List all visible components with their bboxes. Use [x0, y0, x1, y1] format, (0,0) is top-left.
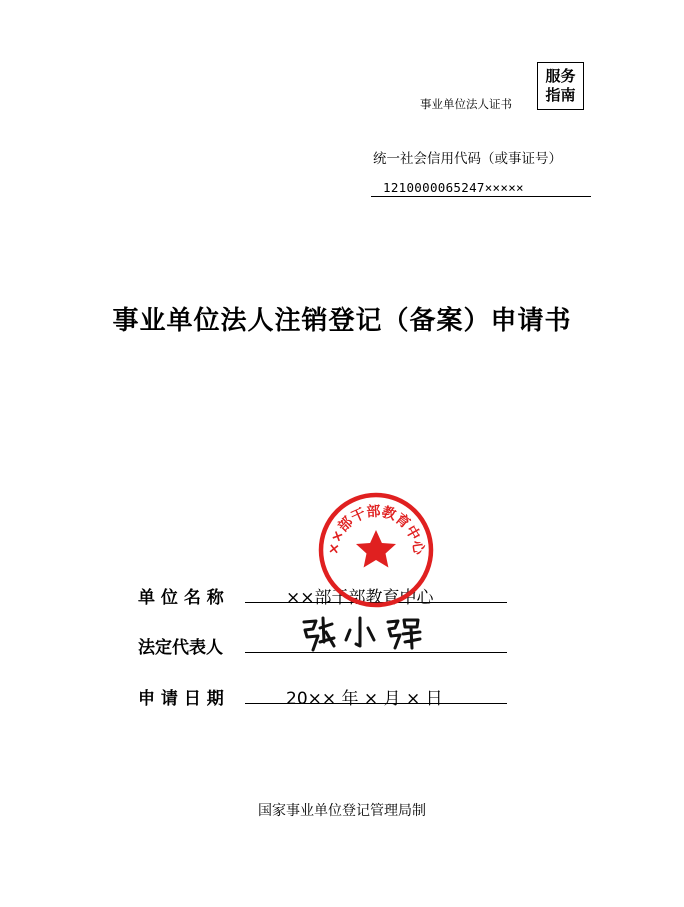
credit-code-value: 1210000065247×××××	[383, 180, 524, 195]
legal-representative-signature	[296, 612, 426, 656]
badge-line-2: 指南	[545, 86, 576, 104]
credit-code-underline	[371, 196, 591, 197]
legal-representative-label: 法定代表人	[138, 638, 223, 658]
application-date-label: 申 请 日 期	[138, 689, 224, 709]
document-title: 事业单位法人注销登记（备案）申请书	[112, 306, 572, 336]
issuing-authority: 国家事业单位登记管理局制	[258, 803, 426, 819]
application-date-value: 20×× 年 × 月 × 日	[286, 689, 443, 709]
service-guide-badge[interactable]	[537, 62, 584, 110]
credit-code-label: 统一社会信用代码（或事证号）	[373, 151, 562, 167]
certificate-label: 事业单位法人证书	[420, 97, 512, 111]
official-seal-stamp	[316, 490, 436, 610]
badge-line-1: 服务	[545, 67, 576, 85]
seal-text: ××部干部教育中心	[325, 503, 427, 556]
unit-name-value: ××部干部教育中心	[286, 588, 434, 608]
unit-name-label: 单 位 名 称	[138, 588, 224, 608]
seal-star-icon	[356, 530, 396, 568]
